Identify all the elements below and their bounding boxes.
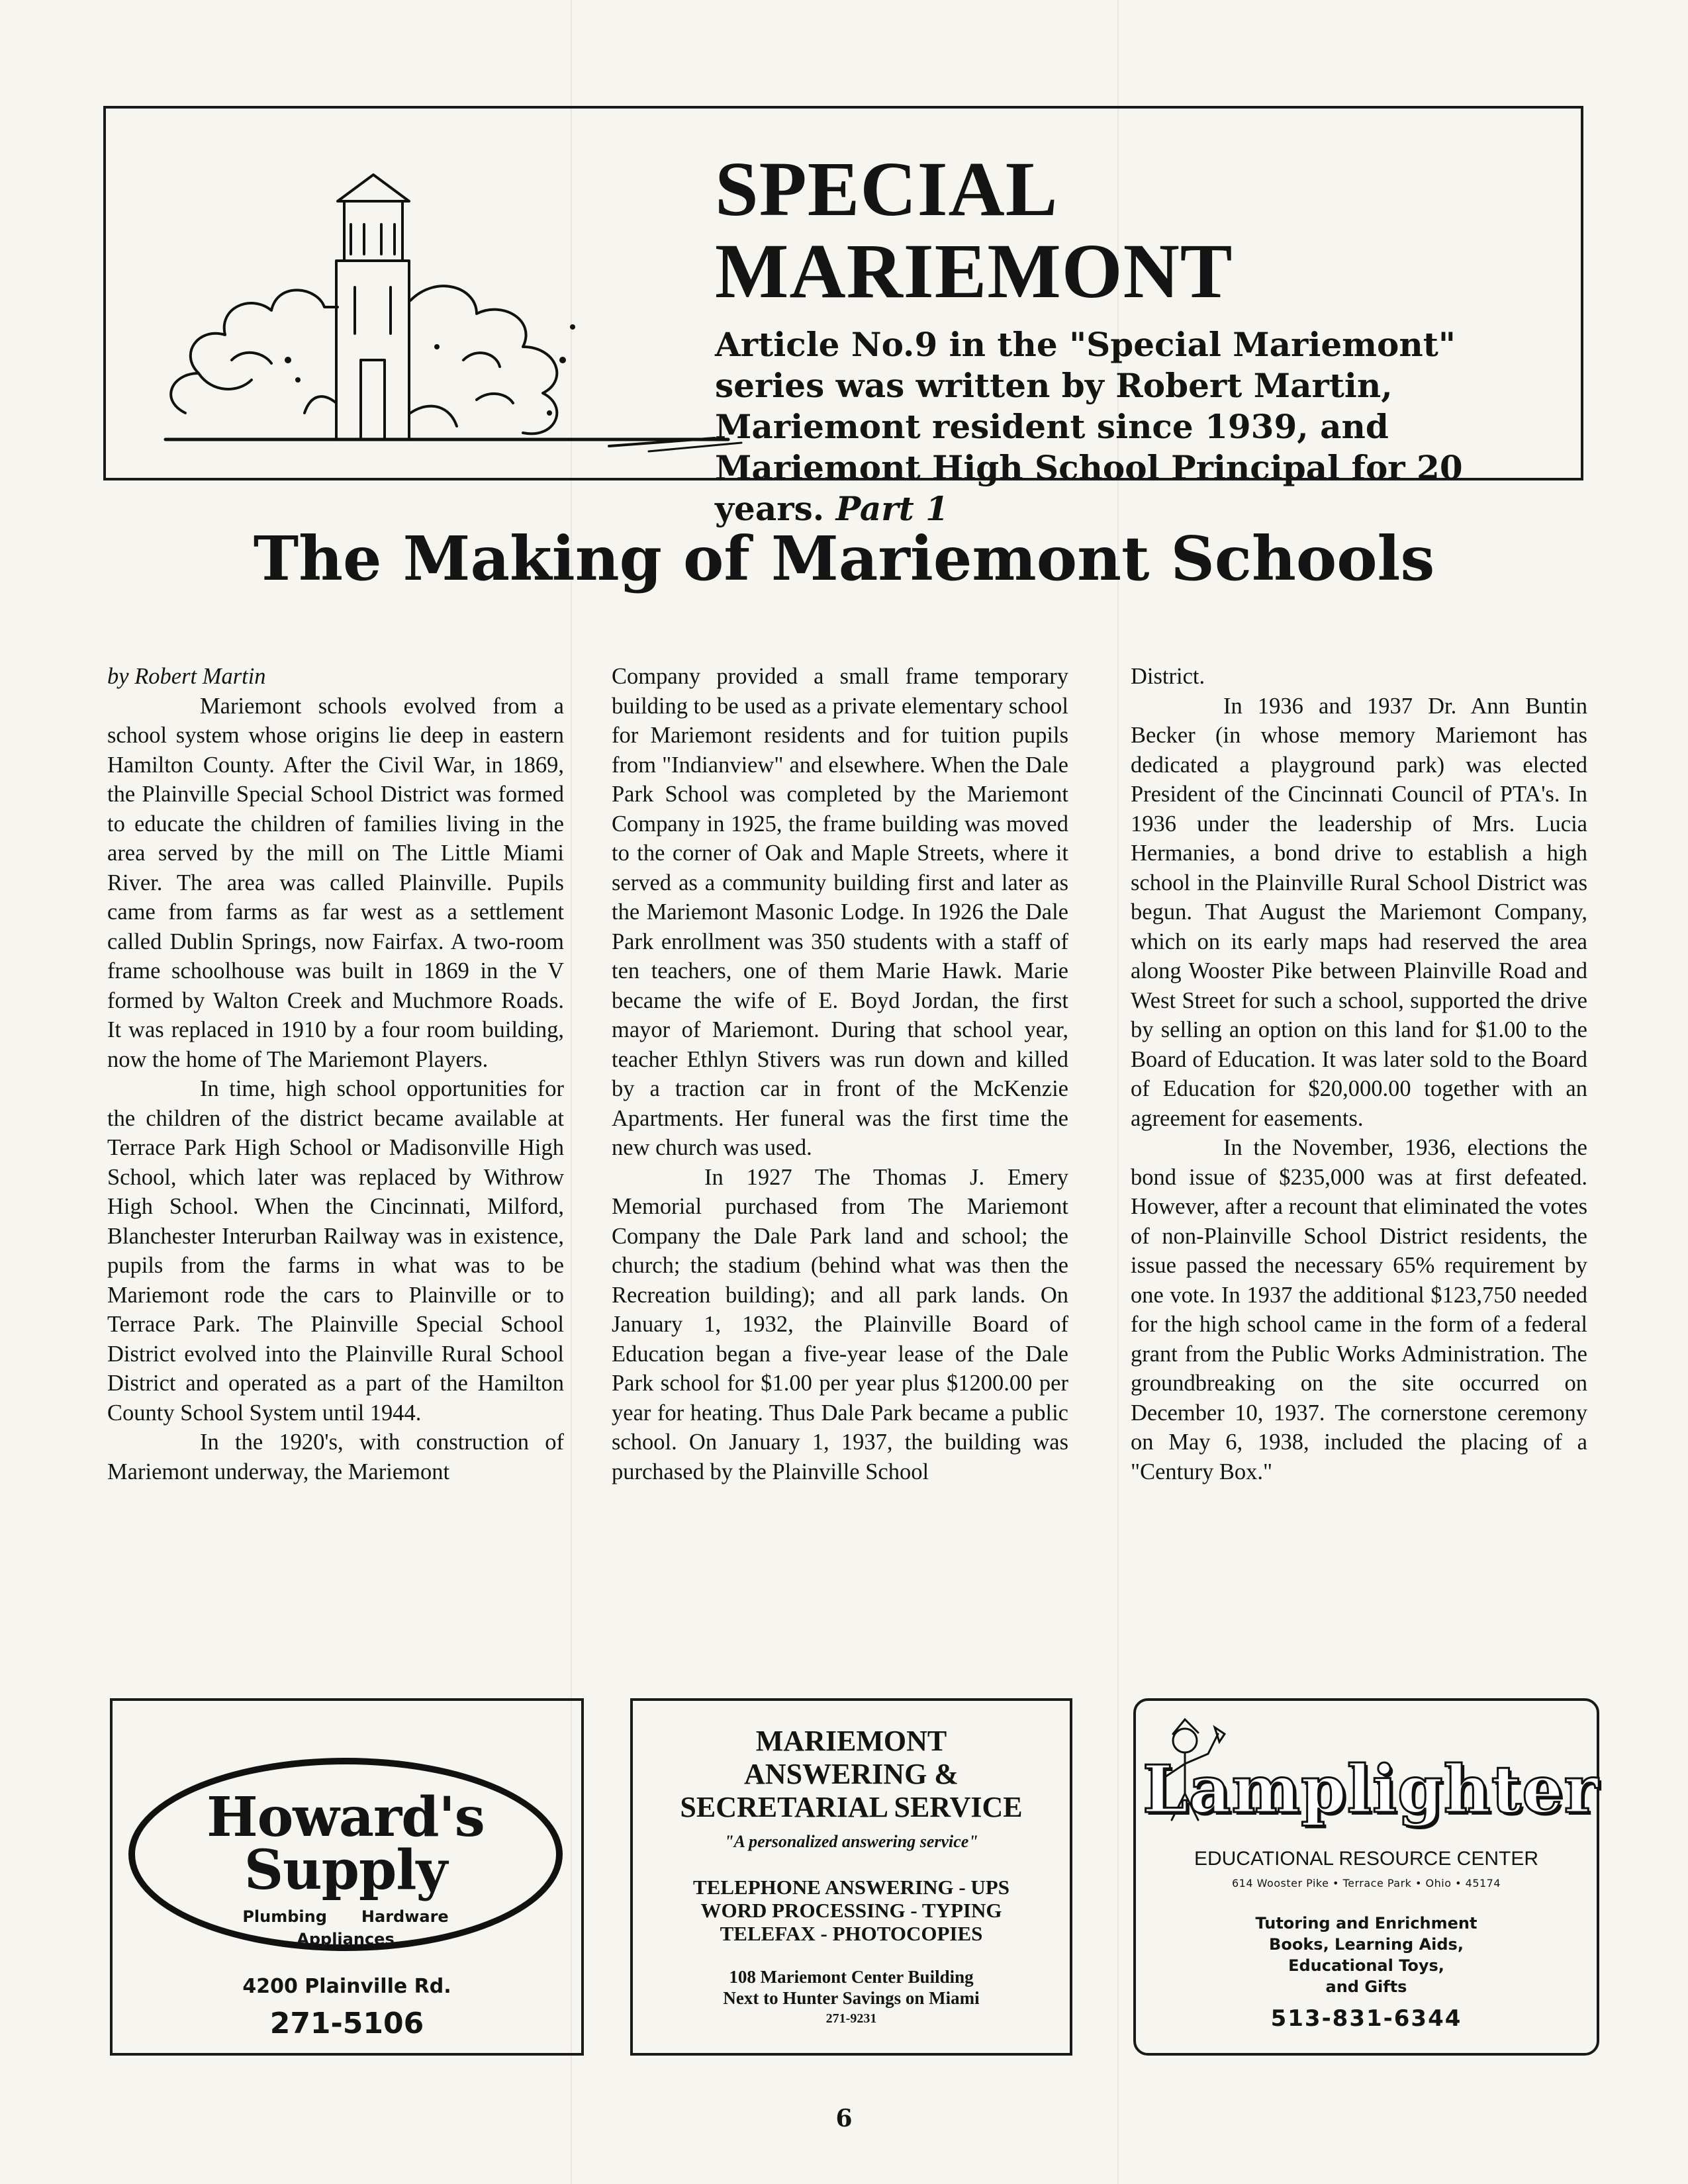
lamplighter-desc-line: Books, Learning Aids, xyxy=(1269,1935,1464,1954)
howards-phone: 271-5106 xyxy=(269,2007,424,2040)
paragraph: In 1927 The Thomas J. Emery Memorial purchased from The Mariemont Company the Dale Park land and school; the church; the stadium (behind what was then the Recreation building); and all park lands. On January 1, 1932, the Plainville Board of Education began a five-year lease of the Dale Park school for $1.00 per year plus $1200.00 per year for heating. Thus Dale Park became a public school. On January 1, 1937, the building was purchased by the Plainville School xyxy=(612,1164,1068,1484)
howards-name-line1: Howard's xyxy=(207,1786,485,1849)
series-header-box xyxy=(103,106,1583,528)
howards-plumbing: Plumbing xyxy=(242,1907,327,1926)
howards-appliances: Appliances xyxy=(297,1930,395,1948)
answering-service-line: WORD PROCESSING - TYPING xyxy=(700,1899,1002,1922)
lamplighter-logo: Lamplighter xyxy=(1143,1752,1599,1828)
paragraph: Company provided a small frame temporary building to be used as a private elementary school for Mariemont residents and for tuition pupils from "Indianview" and elsewhere. When the Dale Park School was completed by the Mariemont Company in 1925, the frame building was moved to the corner of Oak and Maple Streets, where it served as a community building first and later as the Mariemont Masonic Lodge. In 1926 the Dale Park enrollment was 350 students with a staff of ten teachers, one of them Marie Hawk. Marie became the wife of E. Boyd Jordan, the first mayor of Mariemont. During that school year, teacher Ethlyn Stivers was run down and killed by a traction car in front of the McKenzie Apartments. Her funeral was the first time the new church was used. xyxy=(612,664,1068,1160)
series-title: SPECIAL MARIEMONT xyxy=(715,146,1233,314)
answering-service-line: TELEPHONE ANSWERING - UPS xyxy=(692,1876,1009,1899)
article-headline: The Making of Mariemont Schools xyxy=(253,523,1435,594)
lamplighter-description xyxy=(1136,1913,1597,1997)
answering-title-line3: SECRETARIAL SERVICE xyxy=(680,1791,1023,1823)
bell-tower-illustration xyxy=(146,161,755,466)
series-blurb xyxy=(715,324,1575,529)
paragraph: In time, high school opportunities for the children of the district became available at Terrace Park High School or Madisonville High School, which later was replaced by Withrow High School. When the Cincinnati, Milford, Blanchester Interurban Railway was in existence, pupils from the farms in what was to be Mariemont rode the cars to Plainville or to Terrace Park. The Plainville Special School District evolved into the Plainville Rural School District and operated as a part of the Hamilton County School System until 1944. xyxy=(107,1076,564,1426)
answering-tagline: "A personalized answering service" xyxy=(724,1832,978,1851)
answering-title xyxy=(633,1725,1070,1824)
paragraph: District. xyxy=(1131,664,1205,689)
paragraph: In 1936 and 1937 Dr. Ann Buntin Becker (in whose memory Mariemont has dedicated a playground park) was elected President of the Cincinnati Council of PTA's. In 1936 under the leadership of Mrs. Lucia Hermanies, a bond drive to establish a high school in the Plainville Rural School District was begun. That August the Mariemont Company, which on its early maps had reserved the area along Wooster Pike between Plainville Road and West Street for such a school, supported the drive by selling an option on this land for $1.00 to the Board of Education. It was later sold to the Board of Education for $20,000.00 together with an agreement for easements. xyxy=(1131,693,1587,1131)
article-column-2 xyxy=(612,662,1068,1486)
answering-address xyxy=(633,1966,1070,2009)
article-column-1 xyxy=(107,662,564,1486)
ad-howards-supply xyxy=(110,1698,584,2056)
answering-title-line1: MARIEMONT xyxy=(755,1725,947,1757)
howards-name xyxy=(135,1786,556,1902)
ad-mariemont-answering xyxy=(630,1698,1072,2056)
answering-service-line: TELEFAX - PHOTOCOPIES xyxy=(720,1922,983,1945)
ad-lamplighter xyxy=(1133,1698,1599,2056)
byline: by Robert Martin xyxy=(107,664,266,689)
paragraph: In the November, 1936, elections the bond issue of $235,000 was at first defeated. However, after a recount that eliminated the votes of non-Plainville School District residents, the issue passed the necessary 65% requirement by one vote. In 1937 the additional $123,750 needed for the high school came in the form of a federal grant from the Public Works Administration. The groundbreaking on the site occurred on December 10, 1937. The cornerstone ceremony on May 6, 1938, included the placing of a "Century Box." xyxy=(1131,1135,1587,1484)
article-column-3 xyxy=(1131,662,1587,1486)
part-label: Part 1 xyxy=(835,488,949,528)
howards-hardware: Hardware xyxy=(361,1907,449,1926)
lamplighter-desc-line: Tutoring and Enrichment xyxy=(1255,1914,1477,1933)
lamplighter-desc-line: and Gifts xyxy=(1325,1978,1407,1996)
lamplighter-desc-line: Educational Toys, xyxy=(1288,1956,1444,1975)
lamplighter-subtitle: EDUCATIONAL RESOURCE CENTER xyxy=(1194,1848,1539,1870)
howards-name-line2: Supply xyxy=(244,1839,447,1902)
lamplighter-address: 614 Wooster Pike • Terrace Park • Ohio • 45174 xyxy=(1231,1877,1501,1889)
page-number: 6 xyxy=(835,2105,853,2132)
paragraph: In the 1920's, with construction of Mariemont underway, the Mariemont xyxy=(107,1430,564,1484)
answering-address-line2: Next to Hunter Savings on Miami xyxy=(723,1988,980,2008)
paragraph: Mariemont schools evolved from a school system whose origins lie deep in eastern Hamilton County. After the Civil War, in 1869, the Plainville Special School District was formed to educate the children of families living in the area served by the mill on The Little Miami River. The area was called Plainville. Pupils came from farms as far west as a settlement called Dublin Springs, now Fairfax. A two-room frame schoolhouse was built in 1869 in the V formed by Walton Creek and Muchmore Roads. It was replaced in 1910 by a four room building, now the home of The Mariemont Players. xyxy=(107,693,564,1072)
lamplighter-phone: 513-831-6344 xyxy=(1270,2005,1462,2032)
answering-phone: 271-9231 xyxy=(825,2011,877,2026)
series-blurb-text: Article No.9 in the "Special Mariemont" series was written by Robert Martin, Mariemont resident since 1939, and Mariemont High School Principal for 20 years. xyxy=(715,324,1463,528)
howards-logo-oval xyxy=(128,1758,563,1951)
answering-address-line1: 108 Mariemont Center Building xyxy=(729,1967,974,1987)
answering-title-line2: ANSWERING & xyxy=(744,1758,959,1790)
howards-products xyxy=(135,1907,556,1926)
answering-services xyxy=(633,1876,1070,1945)
howards-address: 4200 Plainville Rd. xyxy=(242,1975,451,1998)
